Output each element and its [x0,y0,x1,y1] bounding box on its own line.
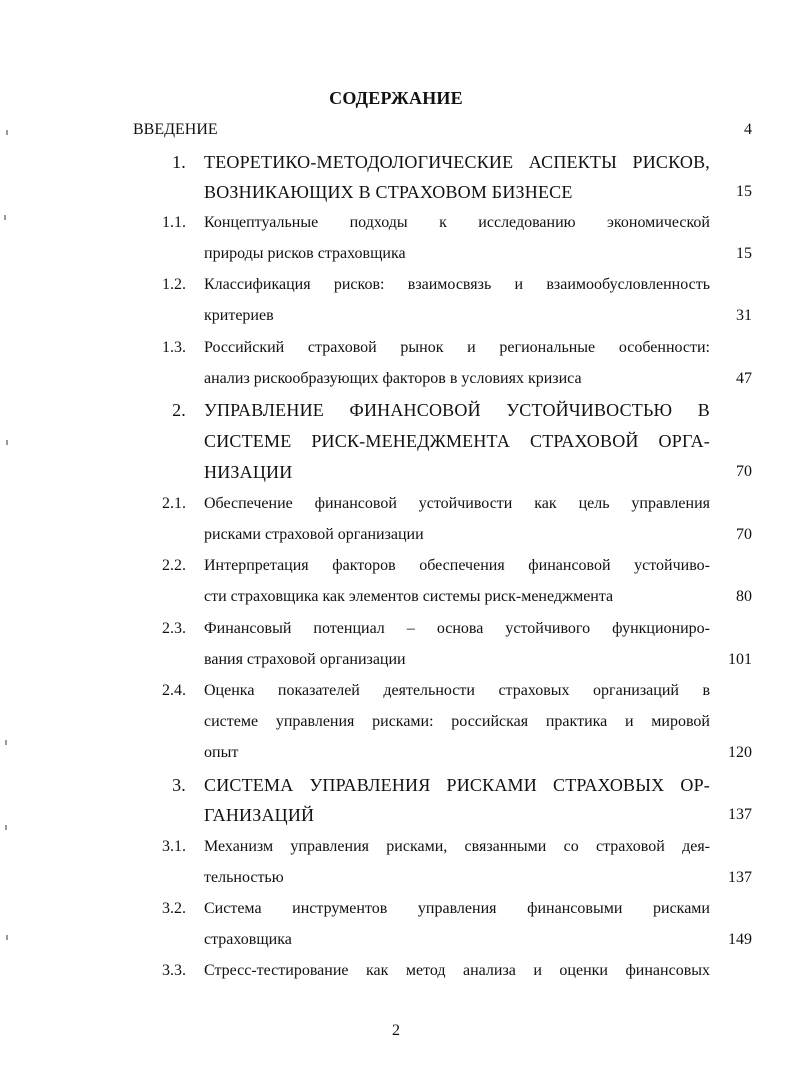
toc-entry-page: 47 [736,370,752,387]
toc-entry-line: Интерпретация факторов обеспечения финансовой устойчиво- [204,557,710,574]
toc-entry-line: системе управления рисками: российская практика и мировой [204,713,710,730]
toc-entry-number: 3.1. [162,838,186,855]
toc-entry-page: 15 [736,183,752,200]
toc-entry-page: 137 [728,869,752,886]
toc-entry-page: 70 [736,463,752,480]
toc-entry-number: 2. [172,400,186,420]
toc-entry-number: 3.2. [162,900,186,917]
toc-entry-page: 31 [736,307,752,324]
toc-entry-page: 15 [736,245,752,262]
toc-entry-line: анализ рискообразующих факторов в условиях кризиса [204,370,582,387]
toc-entry-number: 3.3. [162,962,186,979]
toc-entry-number: 2.2. [162,557,186,574]
toc-entry-number: 3. [172,775,186,795]
toc-entry-line: Механизм управления рисками, связанными со страховой дея- [204,838,710,855]
toc-entry-line: УПРАВЛЕНИЕ ФИНАНСОВОЙ УСТОЙЧИВОСТЬЮ В [204,400,710,420]
toc-entry-line: Российский страховой рынок и региональные особенности: [204,339,710,356]
toc-entry-number: 2.1. [162,495,186,512]
scan-speck [6,440,8,445]
toc-entry-line: СИСТЕМЕ РИСК-МЕНЕДЖМЕНТА СТРАХОВОЙ ОРГА- [204,431,710,451]
toc-entry-line: ВОЗНИКАЮЩИХ В СТРАХОВОМ БИЗНЕСЕ [204,182,573,202]
toc-entry-line: Оценка показателей деятельности страховых организаций в [204,682,710,699]
toc-entry-line: тельностью [204,869,284,886]
toc-intro-label: ВВЕДЕНИЕ [133,121,218,138]
toc-entry-number: 2.4. [162,682,186,699]
toc-entry-line: НИЗАЦИИ [204,462,293,482]
toc-entry-line: опыт [204,744,239,761]
toc-entry-line: ГАНИЗАЦИЙ [204,805,315,825]
scan-speck [5,740,7,745]
toc-entry-number: 1.2. [162,276,186,293]
toc-entry-page: 137 [728,806,752,823]
toc-entry-number: 1. [172,152,186,172]
toc-entry-line: Система инструментов управления финансовыми рисками [204,900,710,917]
toc-entry-line: сти страховщика как элементов системы риск-менеджмента [204,588,614,605]
toc-intro-page: 4 [744,121,752,138]
scan-speck [4,215,6,220]
toc-entry-line: страховщика [204,931,292,948]
toc-entry-page: 80 [736,588,752,605]
scan-speck [5,825,7,830]
toc-entry-page: 149 [728,931,752,948]
toc-entry-page: 120 [728,744,752,761]
toc-entry-line: природы рисков страховщика [204,245,406,262]
toc-entry-line: Концептуальные подходы к исследованию экономической [204,214,710,231]
toc-entry-line: рисками страховой организации [204,526,424,543]
toc-entry-page: 101 [728,651,752,668]
toc-entry-number: 1.1. [162,214,186,231]
toc-entry-line: СИСТЕМА УПРАВЛЕНИЯ РИСКАМИ СТРАХОВЫХ ОР- [204,775,710,795]
scan-speck [6,130,8,135]
scan-speck [6,935,8,940]
toc-entry-line: вания страховой организации [204,651,406,668]
toc-entry-number: 2.3. [162,620,186,637]
toc-entry-line: Обеспечение финансовой устойчивости как цель управления [204,495,710,512]
toc-entry-page: 70 [736,526,752,543]
toc-entry-line: Финансовый потенциал – основа устойчивого функциониро- [204,620,710,637]
toc-entry-number: 1.3. [162,339,186,356]
page-title: СОДЕРЖАНИЕ [329,88,463,108]
toc-entry-line: ТЕОРЕТИКО-МЕТОДОЛОГИЧЕСКИЕ АСПЕКТЫ РИСКОВ, [204,152,710,172]
toc-entry-line: Классификация рисков: взаимосвязь и взаимообусловленность [204,276,710,293]
toc-entry-line: критериев [204,307,274,324]
page-number: 2 [392,1022,400,1039]
toc-entry-line: Стресс-тестирование как метод анализа и оценки финансовых [204,962,710,979]
